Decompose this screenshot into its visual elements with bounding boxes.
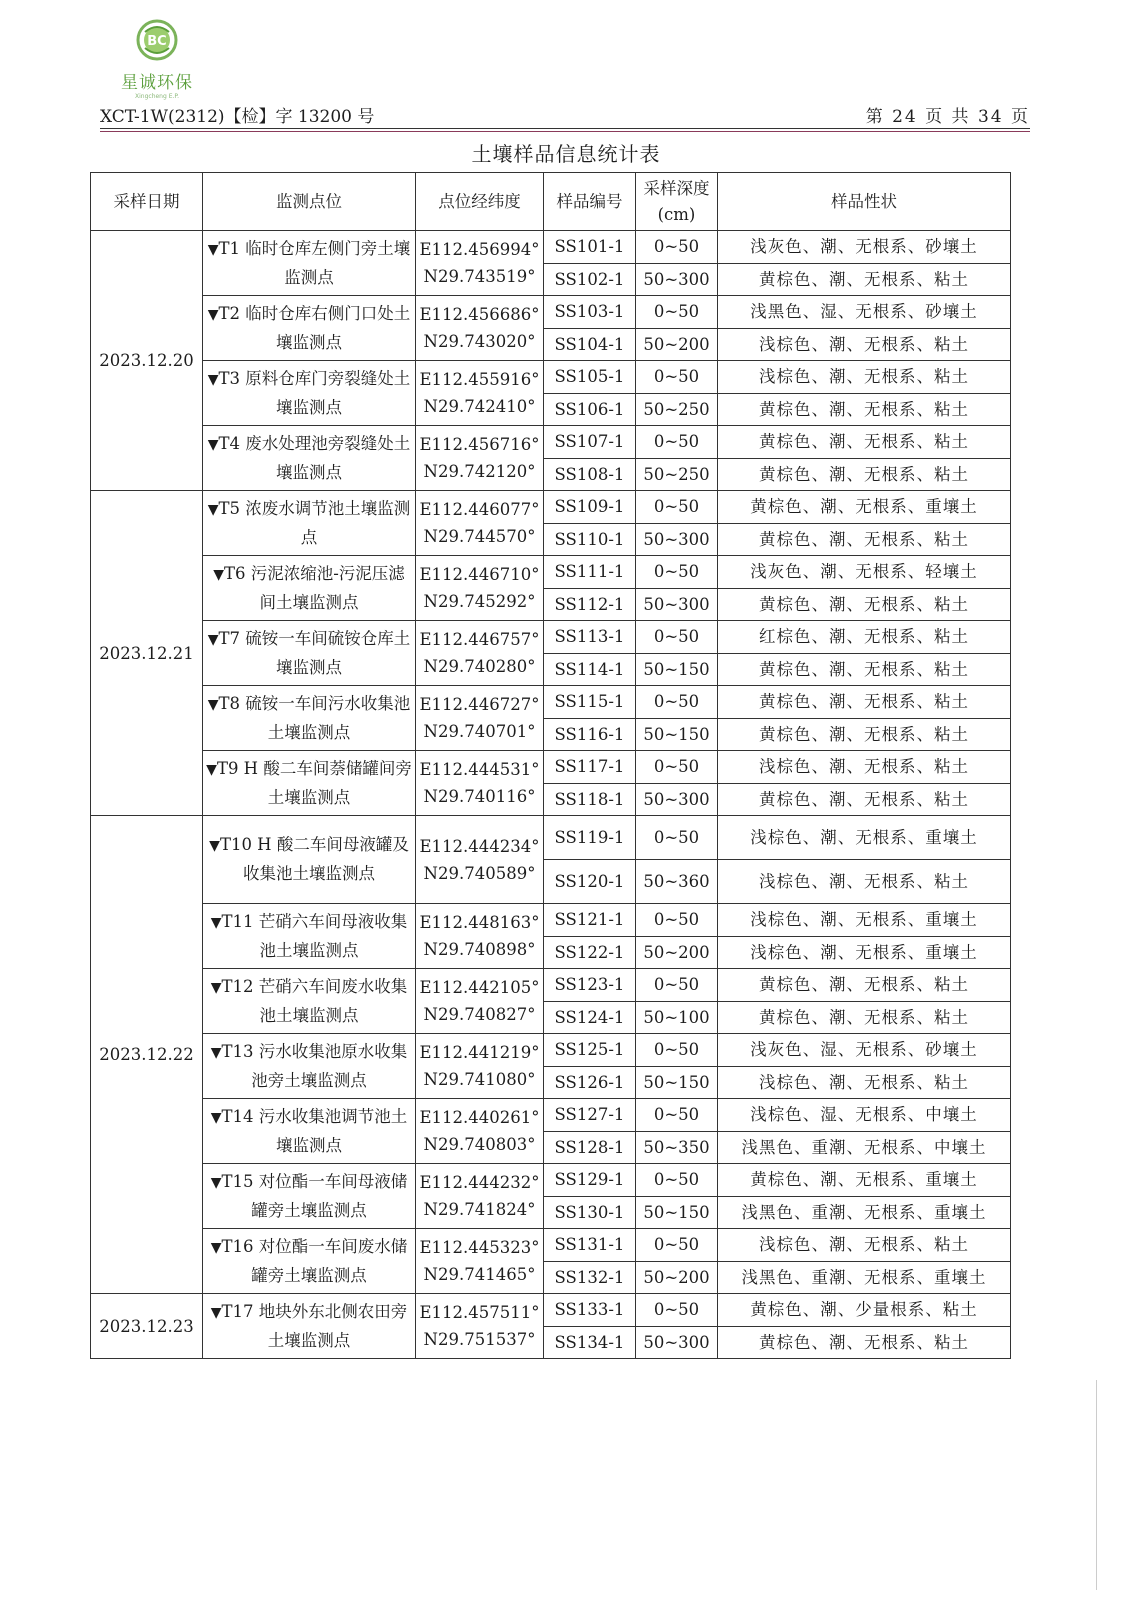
- sampling-depth-cell: 50~300: [636, 523, 718, 556]
- sample-number-cell: SS131-1: [544, 1229, 636, 1262]
- monitoring-site-name: T10 H 酸二车间母液罐及收集池土壤监测点: [219, 835, 409, 883]
- sampling-depth-cell: 0~50: [636, 556, 718, 589]
- latitude: N29.743519°: [423, 267, 536, 286]
- coordinate-cell: [416, 1294, 544, 1359]
- sample-number-cell: SS109-1: [544, 491, 636, 524]
- latitude: N29.745292°: [423, 592, 536, 611]
- monitoring-site-cell: [203, 491, 416, 556]
- sample-property-cell: 浅黑色、重潮、无根系、重壤土: [718, 1261, 1011, 1294]
- latitude: N29.740701°: [423, 722, 536, 741]
- sampling-depth-cell: 50~200: [636, 936, 718, 969]
- sampling-depth-cell: 50~100: [636, 1001, 718, 1034]
- sampling-date-cell: 2023.12.22: [91, 816, 203, 1294]
- monitoring-site-name: T12 芒硝六车间废水收集池土壤监测点: [221, 976, 408, 1025]
- monitoring-site-cell: [203, 1099, 416, 1164]
- monitoring-site-cell: [203, 816, 416, 904]
- sampling-depth-cell: 0~50: [636, 426, 718, 459]
- sample-property-cell: 黄棕色、潮、无根系、粘土: [718, 458, 1011, 491]
- report-number: XCT-1W(2312)【检】字 13200 号: [100, 107, 375, 127]
- table-row: [91, 296, 1011, 329]
- monitoring-site-cell: [203, 621, 416, 686]
- sampling-depth-cell: 0~50: [636, 816, 718, 860]
- sample-number-cell: SS105-1: [544, 361, 636, 394]
- coordinate-cell: [416, 751, 544, 816]
- table-title: 土壤样品信息统计表: [471, 142, 661, 166]
- table-row: [91, 621, 1011, 654]
- sample-property-cell: 黄棕色、潮、无根系、粘土: [718, 969, 1011, 1002]
- sample-number-cell: SS125-1: [544, 1034, 636, 1067]
- monitoring-site-cell: [203, 751, 416, 816]
- latitude: N29.742120°: [423, 462, 536, 481]
- monitoring-site-name: T17 地块外东北侧农田旁土壤监测点: [221, 1301, 408, 1350]
- sample-number-cell: SS116-1: [544, 718, 636, 751]
- header-rule-accent: [100, 131, 1030, 132]
- sample-property-cell: 浅棕色、潮、无根系、粘土: [718, 328, 1011, 361]
- sampling-depth-cell: 50~250: [636, 393, 718, 426]
- table-row: [91, 556, 1011, 589]
- sample-number-cell: SS133-1: [544, 1294, 636, 1327]
- table-row: [91, 361, 1011, 394]
- latitude: N29.741824°: [423, 1200, 536, 1219]
- sample-number-cell: SS104-1: [544, 328, 636, 361]
- triangle-marker-icon: ▼: [209, 838, 220, 854]
- table-row: [91, 816, 1011, 860]
- coordinate-cell: [416, 969, 544, 1034]
- sample-property-cell: 浅灰色、湿、无根系、砂壤土: [718, 1034, 1011, 1067]
- sample-property-cell: 浅棕色、潮、无根系、粘土: [718, 361, 1011, 394]
- monitoring-site-name: T9 H 酸二车间萘储罐间旁土壤监测点: [216, 758, 412, 807]
- longitude: E112.446710°: [419, 565, 540, 584]
- triangle-marker-icon: ▼: [207, 371, 219, 388]
- col-header-sample-no: 样品编号: [544, 173, 636, 231]
- sample-property-cell: 黄棕色、潮、少量根系、粘土: [718, 1294, 1011, 1327]
- sampling-depth-cell: 0~50: [636, 1229, 718, 1262]
- sampling-depth-cell: 0~50: [636, 296, 718, 329]
- sampling-depth-cell: 0~50: [636, 1034, 718, 1067]
- sample-number-cell: SS101-1: [544, 231, 636, 264]
- company-logo: [112, 18, 202, 100]
- sampling-depth-cell: 50~150: [636, 718, 718, 751]
- sample-number-cell: SS115-1: [544, 686, 636, 719]
- col-header-property: 样品性状: [718, 173, 1011, 231]
- coordinate-cell: [416, 1034, 544, 1099]
- sampling-depth-cell: 50~150: [636, 653, 718, 686]
- triangle-marker-icon: ▼: [210, 1044, 222, 1061]
- latitude: N29.740280°: [423, 657, 536, 676]
- coordinate-cell: [416, 1099, 544, 1164]
- monitoring-site-cell: [203, 556, 416, 621]
- monitoring-site-cell: [203, 426, 416, 491]
- table-row: [91, 231, 1011, 264]
- triangle-marker-icon: ▼: [207, 631, 219, 648]
- sample-number-cell: SS117-1: [544, 751, 636, 784]
- col-header-coord: 点位经纬度: [416, 173, 544, 231]
- monitoring-site-cell: [203, 904, 416, 969]
- triangle-marker-icon: ▼: [210, 1174, 222, 1191]
- monitoring-site-cell: [203, 296, 416, 361]
- sample-property-cell: 浅棕色、潮、无根系、重壤土: [718, 936, 1011, 969]
- triangle-marker-icon: ▼: [207, 436, 219, 453]
- table-row: [91, 1164, 1011, 1197]
- latitude: N29.741080°: [423, 1070, 536, 1089]
- table-row: [91, 969, 1011, 1002]
- sample-property-cell: 黄棕色、潮、无根系、粘土: [718, 426, 1011, 459]
- sample-number-cell: SS124-1: [544, 1001, 636, 1034]
- coordinate-cell: [416, 426, 544, 491]
- sample-number-cell: SS134-1: [544, 1326, 636, 1359]
- monitoring-site-cell: [203, 1164, 416, 1229]
- latitude: N29.744570°: [423, 527, 536, 546]
- monitoring-site-cell: [203, 361, 416, 426]
- sample-property-cell: 浅棕色、潮、无根系、粘土: [718, 751, 1011, 784]
- sampling-depth-cell: 50~300: [636, 263, 718, 296]
- latitude: N29.740898°: [423, 940, 536, 959]
- page-info: 第 24 页 共 34 页: [865, 107, 1030, 127]
- latitude: N29.740803°: [423, 1135, 536, 1154]
- sample-property-cell: 黄棕色、潮、无根系、粘土: [718, 588, 1011, 621]
- table-row: [91, 686, 1011, 719]
- longitude: E112.442105°: [419, 978, 540, 997]
- monitoring-site-name: T8 硫铵一车间污水收集池土壤监测点: [218, 693, 411, 742]
- col-header-depth: 采样深度(cm): [636, 173, 718, 231]
- sample-number-cell: SS113-1: [544, 621, 636, 654]
- sample-number-cell: SS102-1: [544, 263, 636, 296]
- sampling-depth-cell: 0~50: [636, 231, 718, 264]
- sample-property-cell: 浅棕色、潮、无根系、粘土: [718, 860, 1011, 904]
- sampling-depth-cell: 0~50: [636, 904, 718, 937]
- table-body: [91, 231, 1011, 1359]
- svg-text:BC: BC: [147, 34, 167, 49]
- monitoring-site-name: T15 对位酯一车间母液储罐旁土壤监测点: [221, 1171, 408, 1220]
- longitude: E112.445323°: [419, 1238, 540, 1257]
- sample-number-cell: SS120-1: [544, 860, 636, 904]
- monitoring-site-cell: [203, 1294, 416, 1359]
- triangle-marker-icon: ▼: [207, 306, 219, 323]
- col-header-site: 监测点位: [203, 173, 416, 231]
- sample-property-cell: 黄棕色、潮、无根系、粘土: [718, 1001, 1011, 1034]
- latitude: N29.740116°: [423, 787, 536, 806]
- sample-property-cell: 浅黑色、重潮、无根系、中壤土: [718, 1131, 1011, 1164]
- header-rule: [100, 128, 1030, 129]
- sample-number-cell: SS121-1: [544, 904, 636, 937]
- sampling-depth-cell: 50~360: [636, 860, 718, 904]
- table-row: [91, 1294, 1011, 1327]
- page-header: [100, 100, 1030, 126]
- monitoring-site-name: T7 硫铵一车间硫铵仓库土壤监测点: [218, 628, 411, 677]
- col-header-date: 采样日期: [91, 173, 203, 231]
- sample-number-cell: SS126-1: [544, 1066, 636, 1099]
- latitude: N29.751537°: [423, 1330, 536, 1349]
- page-edge-line: [1096, 1380, 1097, 1590]
- sampling-depth-cell: 0~50: [636, 969, 718, 1002]
- longitude: E112.446727°: [419, 695, 540, 714]
- sample-number-cell: SS103-1: [544, 296, 636, 329]
- sampling-depth-cell: 0~50: [636, 1099, 718, 1132]
- sampling-depth-cell: 0~50: [636, 751, 718, 784]
- triangle-marker-icon: ▼: [213, 566, 224, 583]
- longitude: E112.456716°: [419, 435, 540, 454]
- longitude: E112.448163°: [419, 913, 540, 932]
- sample-number-cell: SS114-1: [544, 653, 636, 686]
- sample-property-cell: 黄棕色、潮、无根系、粘土: [718, 523, 1011, 556]
- monitoring-site-name: T6 污泥浓缩池-污泥压滤间土壤监测点: [223, 563, 405, 612]
- triangle-marker-icon: ▼: [207, 501, 219, 518]
- sample-property-cell: 黄棕色、潮、无根系、粘土: [718, 783, 1011, 816]
- monitoring-site-cell: [203, 969, 416, 1034]
- company-name: 星诚环保: [121, 73, 193, 93]
- sampling-date-cell: 2023.12.20: [91, 231, 203, 491]
- sample-property-cell: 黄棕色、潮、无根系、粘土: [718, 653, 1011, 686]
- sample-property-cell: 黄棕色、潮、无根系、粘土: [718, 263, 1011, 296]
- longitude: E112.444232°: [419, 1173, 540, 1192]
- table-row: [91, 1034, 1011, 1067]
- sample-number-cell: SS119-1: [544, 816, 636, 860]
- company-logo-icon: [135, 18, 179, 62]
- monitoring-site-name: T1 临时仓库左侧门旁土壤监测点: [218, 238, 411, 287]
- sample-property-cell: 浅黑色、重潮、无根系、重壤土: [718, 1196, 1011, 1229]
- monitoring-site-name: T11 芒硝六车间母液收集池土壤监测点: [221, 911, 408, 960]
- sample-number-cell: SS129-1: [544, 1164, 636, 1197]
- longitude: E112.455916°: [419, 370, 540, 389]
- sample-property-cell: 黄棕色、潮、无根系、粘土: [718, 1326, 1011, 1359]
- longitude: E112.456686°: [419, 305, 540, 324]
- sampling-depth-cell: 0~50: [636, 361, 718, 394]
- sample-number-cell: SS128-1: [544, 1131, 636, 1164]
- coordinate-cell: [416, 686, 544, 751]
- triangle-marker-icon: ▼: [210, 1109, 222, 1126]
- monitoring-site-name: T2 临时仓库右侧门口处土壤监测点: [218, 303, 411, 352]
- longitude: E112.444234°: [419, 836, 540, 856]
- longitude: E112.457511°: [419, 1303, 540, 1322]
- monitoring-site-name: T5 浓废水调节池土壤监测点: [218, 498, 411, 547]
- sampling-depth-cell: 50~300: [636, 783, 718, 816]
- table-row: [91, 751, 1011, 784]
- triangle-marker-icon: ▼: [210, 1304, 222, 1321]
- triangle-marker-icon: ▼: [210, 914, 222, 931]
- coordinate-cell: [416, 556, 544, 621]
- coordinate-cell: [416, 1164, 544, 1229]
- sampling-depth-cell: 50~150: [636, 1196, 718, 1229]
- coordinate-cell: [416, 231, 544, 296]
- longitude: E112.440261°: [419, 1108, 540, 1127]
- monitoring-site-name: T4 废水处理池旁裂缝处土壤监测点: [218, 433, 411, 482]
- triangle-marker-icon: ▼: [210, 979, 222, 996]
- table-row: [91, 491, 1011, 524]
- sample-number-cell: SS112-1: [544, 588, 636, 621]
- latitude: N29.741465°: [423, 1265, 536, 1284]
- sample-property-cell: 浅棕色、潮、无根系、粘土: [718, 1229, 1011, 1262]
- sample-property-cell: 浅棕色、潮、无根系、重壤土: [718, 816, 1011, 860]
- latitude: N29.740589°: [423, 863, 536, 883]
- sampling-depth-cell: 50~150: [636, 1066, 718, 1099]
- latitude: N29.742410°: [423, 397, 536, 416]
- latitude: N29.743020°: [423, 332, 536, 351]
- sample-number-cell: SS107-1: [544, 426, 636, 459]
- sampling-depth-cell: 50~300: [636, 1326, 718, 1359]
- sampling-depth-cell: 0~50: [636, 621, 718, 654]
- sample-property-cell: 黄棕色、潮、无根系、重壤土: [718, 1164, 1011, 1197]
- triangle-marker-icon: ▼: [210, 1239, 222, 1256]
- sampling-date-cell: 2023.12.23: [91, 1294, 203, 1359]
- coordinate-cell: [416, 816, 544, 904]
- sample-property-cell: 浅灰色、潮、无根系、砂壤土: [718, 231, 1011, 264]
- coordinate-cell: [416, 296, 544, 361]
- sampling-depth-cell: 0~50: [636, 686, 718, 719]
- coordinate-cell: [416, 1229, 544, 1294]
- longitude: E112.446077°: [419, 500, 540, 519]
- longitude: E112.444531°: [419, 760, 540, 779]
- table-row: [91, 426, 1011, 459]
- table-row: [91, 904, 1011, 937]
- sampling-depth-cell: 0~50: [636, 1294, 718, 1327]
- triangle-marker-icon: ▼: [207, 696, 219, 713]
- sample-property-cell: 黄棕色、潮、无根系、粘土: [718, 686, 1011, 719]
- sample-property-cell: 红棕色、潮、无根系、粘土: [718, 621, 1011, 654]
- triangle-marker-icon: ▼: [206, 761, 217, 778]
- monitoring-site-name: T13 污水收集池原水收集池旁土壤监测点: [221, 1041, 408, 1090]
- latitude: N29.740827°: [423, 1005, 536, 1024]
- monitoring-site-name: T3 原料仓库门旁裂缝处土壤监测点: [218, 368, 411, 417]
- sampling-depth-cell: 0~50: [636, 491, 718, 524]
- monitoring-site-cell: [203, 686, 416, 751]
- sample-number-cell: SS122-1: [544, 936, 636, 969]
- sampling-date-cell: 2023.12.21: [91, 491, 203, 816]
- table-row: [91, 1099, 1011, 1132]
- sample-number-cell: SS110-1: [544, 523, 636, 556]
- table-row: [91, 1229, 1011, 1262]
- sample-number-cell: SS111-1: [544, 556, 636, 589]
- sampling-depth-cell: 50~300: [636, 588, 718, 621]
- sampling-depth-cell: 50~200: [636, 328, 718, 361]
- coordinate-cell: [416, 621, 544, 686]
- coordinate-cell: [416, 361, 544, 426]
- table-header-row: [91, 173, 1011, 231]
- sample-number-cell: SS123-1: [544, 969, 636, 1002]
- sample-property-cell: 浅棕色、湿、无根系、中壤土: [718, 1099, 1011, 1132]
- monitoring-site-cell: [203, 1229, 416, 1294]
- sample-property-cell: 浅灰色、潮、无根系、轻壤土: [718, 556, 1011, 589]
- sampling-depth-cell: 50~200: [636, 1261, 718, 1294]
- sample-property-cell: 浅棕色、潮、无根系、粘土: [718, 1066, 1011, 1099]
- sample-number-cell: SS130-1: [544, 1196, 636, 1229]
- longitude: E112.446757°: [419, 630, 540, 649]
- sample-number-cell: SS127-1: [544, 1099, 636, 1132]
- monitoring-site-name: T14 污水收集池调节池土壤监测点: [221, 1106, 408, 1155]
- sample-property-cell: 黄棕色、潮、无根系、粘土: [718, 718, 1011, 751]
- company-subname: Xingcheng E.P.: [135, 93, 179, 100]
- sample-property-cell: 浅黑色、湿、无根系、砂壤土: [718, 296, 1011, 329]
- sample-number-cell: SS108-1: [544, 458, 636, 491]
- sampling-depth-cell: 50~350: [636, 1131, 718, 1164]
- sampling-depth-cell: 50~250: [636, 458, 718, 491]
- longitude: E112.441219°: [419, 1043, 540, 1062]
- coordinate-cell: [416, 904, 544, 969]
- monitoring-site-cell: [203, 231, 416, 296]
- longitude: E112.456994°: [419, 240, 540, 259]
- soil-sample-table: [90, 172, 1011, 1359]
- sample-number-cell: SS132-1: [544, 1261, 636, 1294]
- sample-number-cell: SS118-1: [544, 783, 636, 816]
- monitoring-site-cell: [203, 1034, 416, 1099]
- sample-property-cell: 黄棕色、潮、无根系、粘土: [718, 393, 1011, 426]
- sampling-depth-cell: 0~50: [636, 1164, 718, 1197]
- sample-property-cell: 黄棕色、潮、无根系、重壤土: [718, 491, 1011, 524]
- monitoring-site-name: T16 对位酯一车间废水储罐旁土壤监测点: [221, 1236, 408, 1285]
- sample-number-cell: SS106-1: [544, 393, 636, 426]
- sample-property-cell: 浅棕色、潮、无根系、重壤土: [718, 904, 1011, 937]
- coordinate-cell: [416, 491, 544, 556]
- triangle-marker-icon: ▼: [207, 241, 219, 258]
